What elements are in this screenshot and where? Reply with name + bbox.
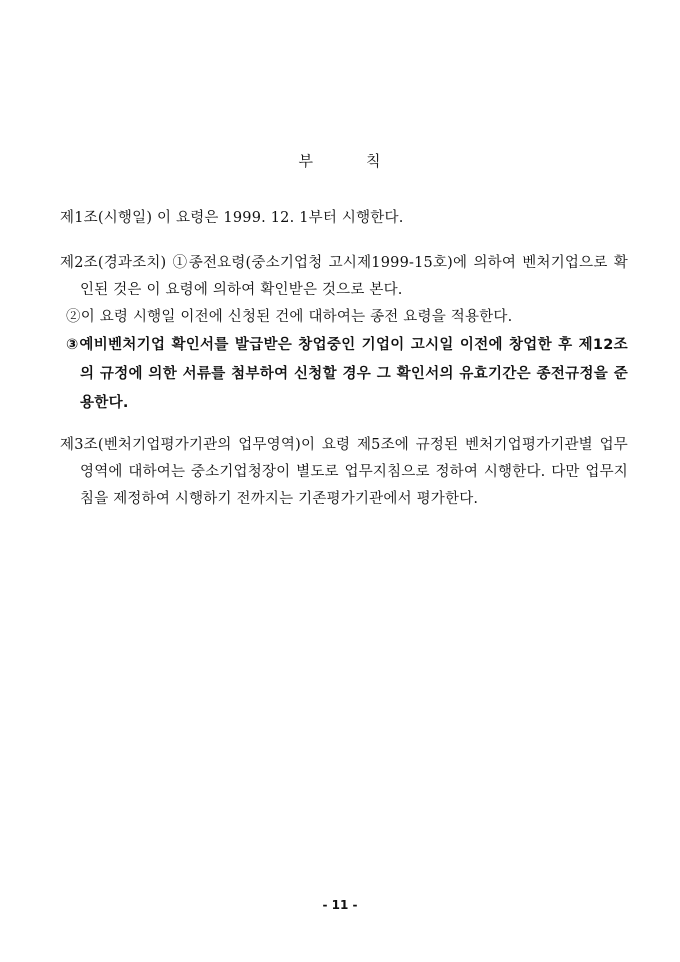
- article-2-item-2: ②이 요령 시행일 이전에 신청된 건에 대하여는 종전 요령을 적용한다.: [66, 309, 513, 325]
- article-2: 제2조(경과조치) ①종전요령(중소기업청 고시제1999-15호)에 의하여 벤처기업으로 확인된 것은 이 요령에 의하여 확인받은 것으로 본다.: [60, 255, 628, 298]
- heading-char-left: 부: [298, 152, 314, 170]
- document-body: [60, 205, 628, 513]
- heading-char-right: 칙: [366, 152, 382, 170]
- article-2-item-3: ③예비벤처기업 확인서를 발급받은 창업중인 기업이 고시일 이전에 창업한 후 제12조의 규정에 의한 서류를 첨부하여 신청할 경우 그 확인서의 유효기간은 종전규정을 준용한다.: [66, 337, 628, 411]
- page-number: - 11 -: [322, 898, 358, 912]
- supplementary-provisions-heading: [0, 150, 680, 171]
- article-3: 제3조(벤처기업평가기관의 업무영역)이 요령 제5조에 규정된 벤처기업평가기관별 업무영역에 대하여는 중소기업청장이 별도로 업무지침으로 정하여 시행한다. 다만 업무지침을 제정하여 시행하기 전까지는 기존평가기관에서 평가한다.: [60, 437, 628, 507]
- article-1: 제1조(시행일) 이 요령은 1999. 12. 1부터 시행한다.: [60, 210, 404, 226]
